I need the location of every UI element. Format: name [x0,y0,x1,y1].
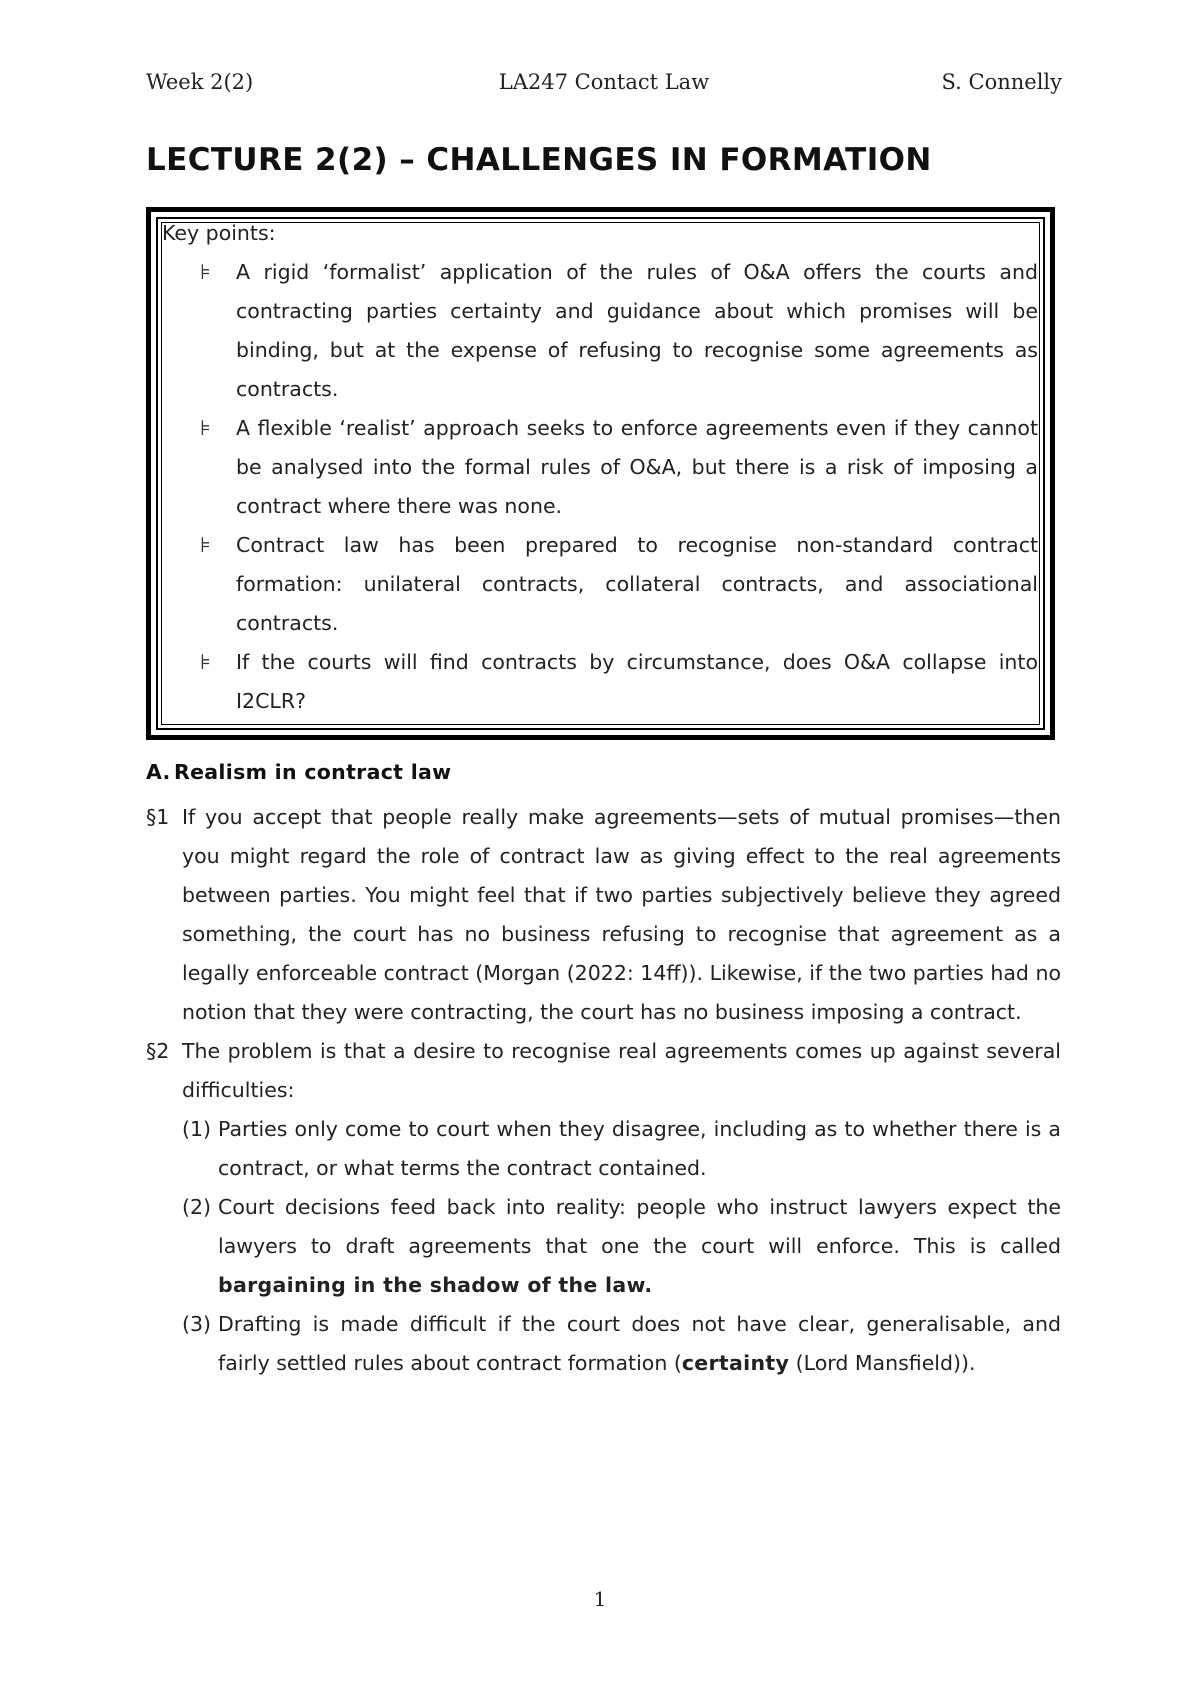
key-point-item [200,526,1038,643]
list-item [146,1110,1061,1188]
list-item [146,1188,1061,1305]
bullet-icon: ⊧ [200,416,211,440]
list-item-text: Court decisions feed back into reality: people who instruct lawyers expect the lawyers to draft agreements that one the court will enforce. This is called [218,1195,1061,1258]
section-a-body [146,798,1061,1383]
list-item-text: Parties only come to court when they disagree, including as to whether there is a contract, or what terms the contract contained. [218,1117,1061,1180]
key-point-text: A rigid ‘formalist’ application of the rules of O&A offers the courts and contracting parties certainty and guidance about which promises will be binding, but at the expense of refusing to recognise some agreements as contracts. [236,260,1038,401]
header-week: Week 2(2) [146,70,254,94]
key-point-text: If the courts will find contracts by circumstance, does O&A collapse into I2CLR? [236,650,1038,713]
list-item-text-after: (Lord Mansfield)). [789,1351,976,1375]
section-number: A. [146,760,171,784]
difficulties-list [146,1110,1061,1383]
page-number: 1 [593,1587,607,1611]
lecture-title: LECTURE 2(2) – CHALLENGES IN FORMATION [146,142,932,178]
section-title: Realism in contract law [174,760,452,784]
key-points-list [200,253,1038,721]
section-a-heading [146,760,451,784]
key-term: bargaining in the shadow of the law. [218,1273,653,1297]
bullet-icon: ⊧ [200,533,211,557]
list-item-number: (3) [182,1312,212,1336]
key-point-item [200,409,1038,526]
paragraph-text: If you accept that people really make agreements—sets of mutual promises—then you might regard the role of contract law as giving effect to the real agreements between parties. You might feel that if two parties subjectively believe they agreed something, the court has no business refusing to recognise that agreement as a legally enforceable contract (Morgan (2022: 14ff)). Likewise, if the two parties had no notion that they were contracting, the court has no business imposing a contract. [182,805,1061,1024]
paragraph-text: The problem is that a desire to recognise real agreements comes up against several difficulties: [182,1039,1061,1102]
list-item-number: (1) [182,1117,212,1141]
key-point-text: Contract law has been prepared to recognise non-standard contract formation: unilateral contracts, collateral contracts, and associational contracts. [236,533,1038,635]
paragraph-number: §2 [146,1039,170,1063]
list-item-text: Drafting is made difficult if the court does not have clear, generalisable, and fairly settled rules about contract formation ( [218,1312,1061,1375]
key-point-item [200,643,1038,721]
page-header [146,70,1062,100]
list-item-number: (2) [182,1195,212,1219]
list-item [146,1305,1061,1383]
key-point-text: A flexible ‘realist’ approach seeks to enforce agreements even if they cannot be analysed into the formal rules of O&A, but there is a risk of imposing a contract where there was none. [236,416,1038,518]
bullet-icon: ⊧ [200,260,211,284]
bullet-icon: ⊧ [200,650,211,674]
paragraph-2 [146,1032,1061,1110]
key-points-heading: Key points: [162,221,276,245]
key-term: certainty [681,1351,790,1375]
paragraph-number: §1 [146,805,170,829]
paragraph-1 [146,798,1061,1032]
key-point-item [200,253,1038,409]
header-course: LA247 Contact Law [498,70,710,94]
header-author: S. Connelly [941,70,1062,94]
